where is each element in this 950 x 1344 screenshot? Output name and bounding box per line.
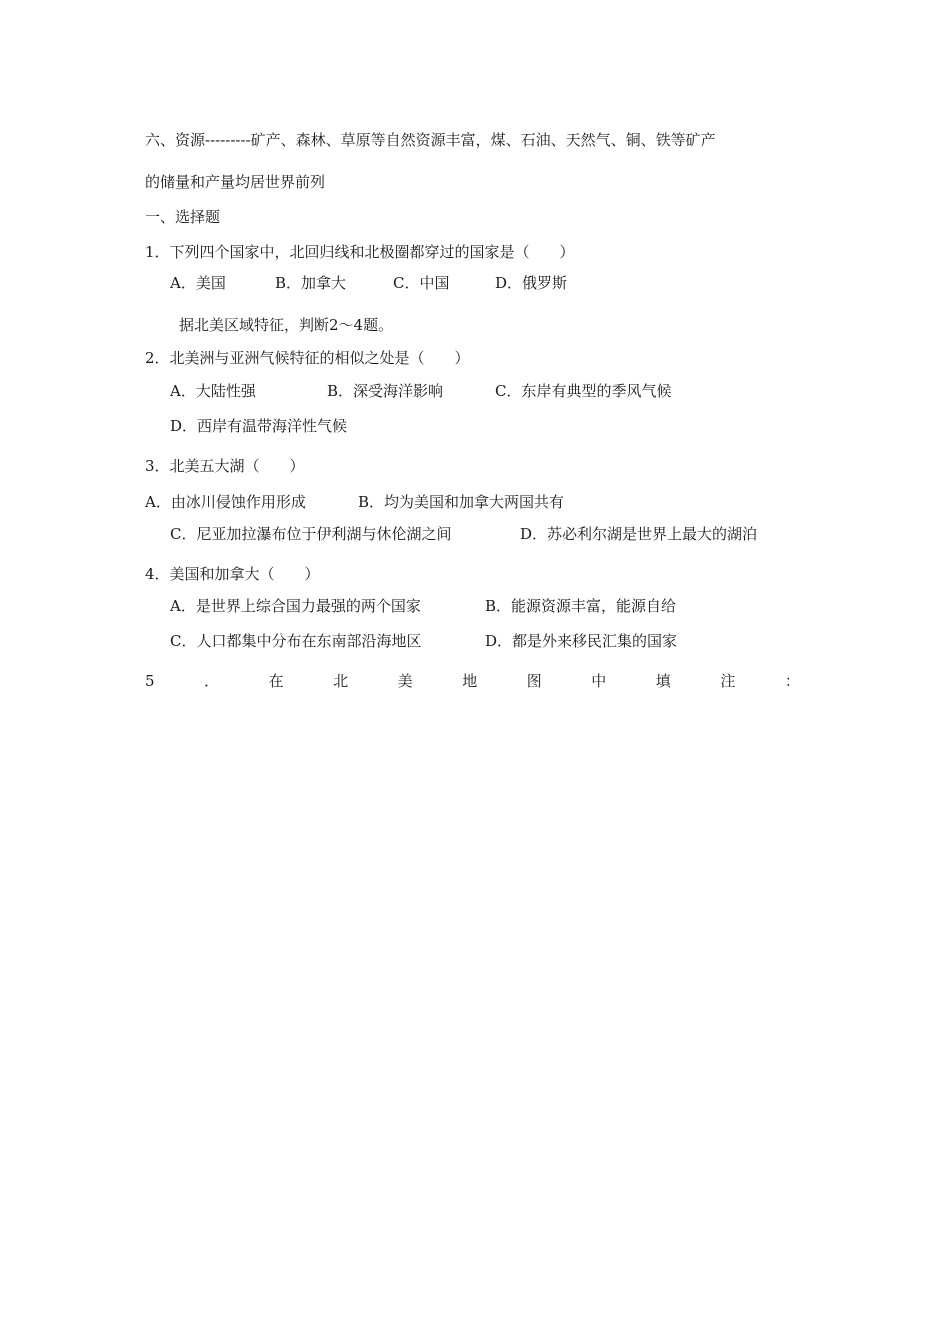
question-4-options-row-2 xyxy=(170,631,677,651)
q4-option-b: B．能源资源丰富，能源自给 xyxy=(485,597,677,615)
q5-char: 5 xyxy=(145,672,155,690)
q4-option-d: D．都是外来移民汇集的国家 xyxy=(485,632,678,650)
q2-option-a: A．大陆性强 xyxy=(170,382,256,400)
q2-option-d: D．西岸有温带海洋性气候 xyxy=(170,417,348,435)
question-3-stem: 3．北美五大湖（ ） xyxy=(145,457,305,475)
q1-option-d: D．俄罗斯 xyxy=(495,274,568,292)
q4-option-a: A．是世界上综合国力最强的两个国家 xyxy=(170,597,421,615)
q1-option-b: B．加拿大 xyxy=(275,274,347,292)
q5-char: 美 xyxy=(397,672,413,690)
q3-option-a: A．由冰川侵蚀作用形成 xyxy=(145,493,306,511)
q1-option-c: C．中国 xyxy=(393,274,450,292)
q5-char: 在 xyxy=(268,672,284,690)
question-3-options-row-1 xyxy=(145,492,564,512)
q5-char: 注 xyxy=(720,672,736,690)
resources-line-1: 六、资源---------矿产、森林、草原等自然资源丰富，煤、石油、天然气、铜、铁等矿产 xyxy=(145,131,716,149)
q5-char: 填 xyxy=(655,672,671,690)
question-2-options xyxy=(170,381,671,401)
section-heading: 一、选择题 xyxy=(145,208,221,226)
q3-option-d: D．苏必利尔湖是世界上最大的湖泊 xyxy=(520,525,758,543)
question-2-stem: 2．北美洲与亚洲气候特征的相似之处是（ ） xyxy=(145,349,470,367)
question-4-stem: 4．美国和加拿大（ ） xyxy=(145,565,320,583)
q5-char: 北 xyxy=(333,672,349,690)
q5-char: ： xyxy=(784,672,800,690)
question-5-stem xyxy=(145,671,800,691)
q5-char: ． xyxy=(204,672,220,690)
q4-option-c: C．人口都集中分布在东南部沿海地区 xyxy=(170,632,422,650)
q5-char: 图 xyxy=(526,672,542,690)
question-4-options-row-1 xyxy=(170,596,676,616)
q3-option-c: C．尼亚加拉瀑布位于伊利湖与休伦湖之间 xyxy=(170,525,452,543)
question-1-options xyxy=(170,273,567,293)
q3-option-b: B．均为美国和加拿大两国共有 xyxy=(358,493,565,511)
question-1-stem: 1．下列四个国家中，北回归线和北极圈都穿过的国家是（ ） xyxy=(145,243,575,261)
q5-char: 地 xyxy=(462,672,478,690)
instruction: 据北美区域特征，判断2～4题。 xyxy=(179,316,394,334)
question-3-options-row-2 xyxy=(170,524,757,544)
q5-char: 中 xyxy=(591,672,607,690)
resources-line-2: 的储量和产量均居世界前列 xyxy=(145,173,326,191)
q1-option-a: A．美国 xyxy=(170,274,226,292)
q2-option-b: B．深受海洋影响 xyxy=(327,382,444,400)
q2-option-c: C．东岸有典型的季风气候 xyxy=(495,382,672,400)
